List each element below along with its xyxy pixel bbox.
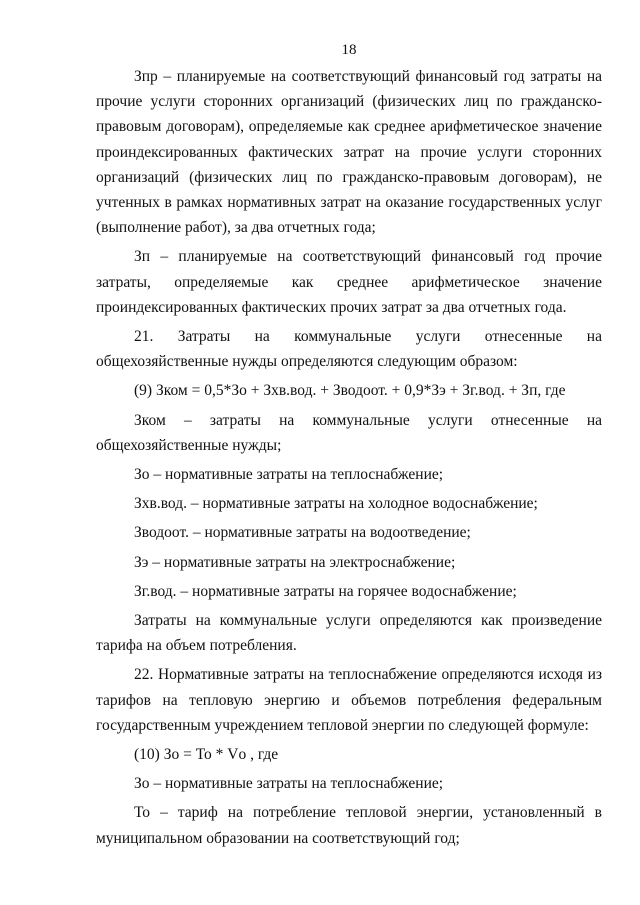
- paragraph-item-22: 22. Нормативные затраты на теплоснабжение определяются исходя из тарифов на тепловую энергию и объемов потребления федеральным государственным учреждением тепловой энергии по следующей формуле:: [96, 666, 602, 734]
- paragraph-ze-definition: Зэ – нормативные затраты на электроснабжение;: [134, 553, 456, 571]
- formula-9: (9) Зком = 0,5*Зо + Зхв.вод. + Зводоот. + 0,9*Зэ + Зг.вод. + Зп, где: [134, 382, 566, 400]
- paragraph-zo-definition-2: Зо – нормативные затраты на теплоснабжение;: [134, 775, 444, 793]
- paragraph-zkom-definition: Зком – затраты на коммунальные услуги отнесенные на общехозяйственные нужды;: [96, 411, 602, 454]
- page-number: 18: [341, 42, 357, 58]
- paragraph-zo-definition: Зо – нормативные затраты на теплоснабжение;: [134, 466, 444, 484]
- formula-10: (10) Зо = То * Vо , где: [134, 746, 279, 764]
- document-page: [96, 0, 602, 905]
- paragraph-item-21: 21. Затраты на коммунальные услуги отнесенные на общехозяйственные нужды определяются следующим образом:: [96, 328, 602, 371]
- paragraph-zgvod-definition: Зг.вод. – нормативные затраты на горячее водоснабжение;: [134, 582, 517, 600]
- paragraph-zvodoot-definition: Зводоот. – нормативные затраты на водоотведение;: [134, 524, 471, 542]
- paragraph-zhv-definition: Зхв.вод. – нормативные затраты на холодное водоснабжение;: [134, 495, 538, 513]
- document-body: [96, 64, 602, 851]
- paragraph-to-definition: То – тариф на потребление тепловой энергии, установленный в муниципальном образовании на соответствующий год;: [96, 804, 602, 847]
- paragraph-zpr-definition: Зпр – планируемые на соответствующий финансовый год затраты на прочие услуги сторонних организаций (физических лиц по гражданско-правовым договорам), определяемые как среднее арифметическое значение проиндексированных фактических затрат на прочие услуги сторонних организаций (физических лиц по гражданско-правовым договорам), не учтенных в рамках нормативных затрат на оказание государственных услуг (выполнение работ), за два отчетных года;: [96, 68, 602, 237]
- paragraph-zp-definition: Зп – планируемые на соответствующий финансовый год прочие затраты, определяемые как среднее арифметическое значение проиндексированных фактических прочих затрат за два отчетных года.: [96, 248, 602, 316]
- paragraph-tariff-product: Затраты на коммунальные услуги определяются как произведение тарифа на объем потребления.: [96, 612, 602, 655]
